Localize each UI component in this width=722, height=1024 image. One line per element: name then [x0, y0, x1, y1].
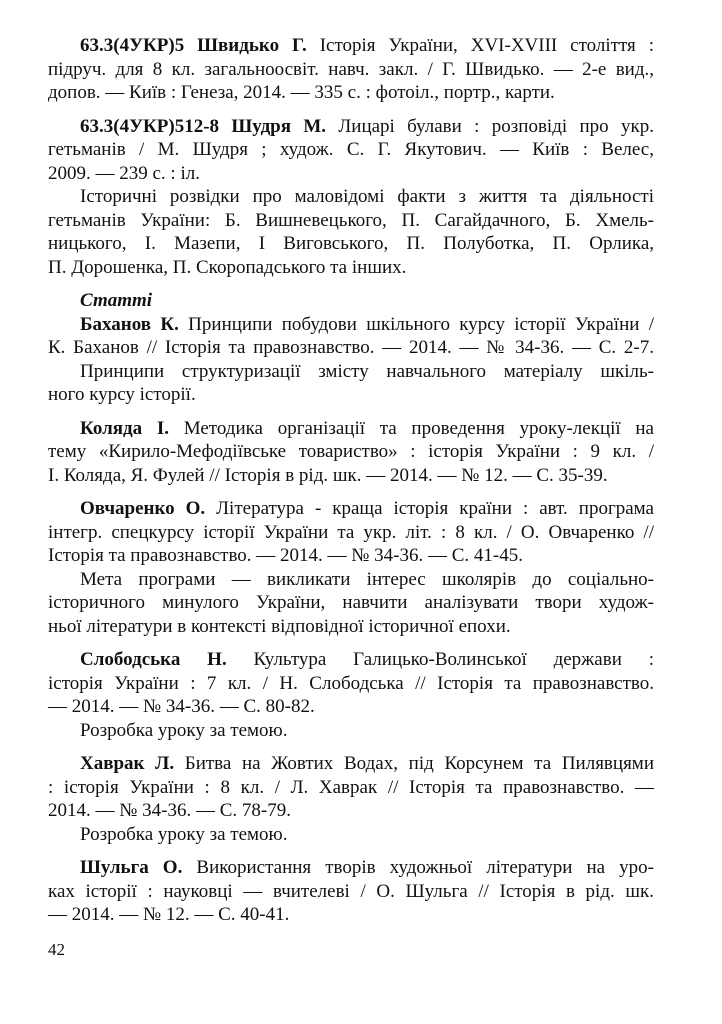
- entry-text: Культура Галицько-Волинської держави :: [226, 649, 654, 670]
- entry-line: — 2014. — № 12. — С. 40-41.: [48, 904, 290, 925]
- entry-lead: Хаврак Л.: [80, 753, 175, 774]
- annotation-line: ньої літератури в контексті відповідної історичної епохи.: [48, 615, 511, 637]
- article-entry: [48, 417, 654, 488]
- entry-text: Принципи побудови шкільного курсу історії України /: [178, 313, 654, 335]
- entry-lead: Овчаренко О.: [80, 498, 206, 519]
- entry-first-line: [48, 313, 654, 337]
- article-entry: [48, 856, 654, 927]
- entry-line: допов. — Київ : Генеза, 2014. — 335 с. : фотоіл., портр., карти.: [48, 82, 555, 103]
- book-entry: [48, 34, 654, 105]
- entry-line: підруч. для 8 кл. загальноосвіт. навч. закл. / Г. Швидько. — 2-е вид.,: [48, 58, 654, 80]
- entry-lead: 63.3(4УКР)5 Швидько Г.: [80, 35, 307, 56]
- entry-line: 2009. — 239 с. : іл.: [48, 162, 200, 184]
- article-entry: [48, 648, 654, 742]
- entry-first-line: [48, 417, 654, 441]
- entry-text: Методика організації та проведення уроку-лекції на: [168, 417, 654, 439]
- entry-lead: Шульга О.: [80, 857, 183, 878]
- entry-line: Історія та правознавство. — 2014. — № 34-36. — С. 41-45.: [48, 545, 523, 566]
- entry-first-line: [48, 752, 654, 776]
- article-entry: [48, 497, 654, 638]
- entry-line: І. Коляда, Я. Фулей // Історія в рід. шк. — 2014. — № 12. — С. 35-39.: [48, 464, 608, 486]
- annotation-line: П. Дорошенка, П. Скоропадського та інших.: [48, 256, 407, 278]
- entry-text: Лицарі булави : розповіді про укр.: [326, 115, 654, 137]
- entry-first-line: [48, 856, 654, 880]
- annotation-line: Мета програми — викликати інтерес школярів до соціально-: [80, 568, 654, 590]
- entry-text: Література - краща історія країни : авт. програма: [205, 498, 654, 519]
- annotation-line: ного курсу історії.: [48, 384, 196, 405]
- entry-lead: Коляда І.: [80, 417, 169, 439]
- annotation-line: гетьманів України: Б. Вишневецького, П. Сагайдачного, Б. Хмель-: [48, 209, 654, 231]
- article-entry: [48, 752, 654, 846]
- entry-first-line: [48, 648, 654, 672]
- book-entry: [48, 115, 654, 280]
- entry-lead: 63.3(4УКР)512-8 Шудря М.: [80, 115, 327, 137]
- annotation-line: історичного минулого України, навчити аналізувати твори худож-: [48, 592, 654, 613]
- entry-line: гетьманів / М. Шудря ; худож. С. Г. Якутович. — Київ : Велес,: [48, 139, 654, 160]
- annotation-line: Розробка уроку за темою.: [80, 719, 288, 741]
- entry-line: історія України : 7 кл. / Н. Слободська // Історія та правознавство.: [48, 672, 654, 694]
- entry-line: К. Баханов // Історія та правознавство. — 2014. — № 34-36. — С. 2-7.: [48, 337, 654, 358]
- section-title: Статті: [80, 290, 153, 311]
- annotation-line: ницького, І. Мазепи, І Виговського, П. Полуботка, П. Орлика,: [48, 233, 654, 254]
- entry-line: 2014. — № 34-36. — С. 78-79.: [48, 800, 291, 821]
- entry-first-line: [48, 497, 654, 521]
- entry-line: тему «Кирило-Мефодіївське товариство» : історія України : 9 кл. /: [48, 441, 654, 462]
- entry-text: Битва на Жовтих Водах, під Корсунем та Пилявцями: [174, 753, 655, 774]
- entry-text: Історія України, XVI-XVIII століття :: [306, 35, 654, 56]
- entry-text: Використання творів художньої літератури на уро-: [182, 857, 654, 878]
- entry-first-line: [48, 115, 654, 139]
- entry-line: ках історії : науковці — вчителеві / О. Шульга // Історія в рід. шк.: [48, 880, 654, 902]
- entry-first-line: [48, 34, 654, 58]
- annotation-line: Принципи структуризації змісту навчального матеріалу шкіль-: [80, 360, 654, 382]
- article-entry: [48, 313, 654, 407]
- bibliography-page: [48, 34, 654, 937]
- entry-lead: Баханов К.: [80, 313, 179, 335]
- entry-line: — 2014. — № 34-36. — С. 80-82.: [48, 696, 315, 717]
- entry-line: інтегр. спецкурсу історії України та укр. літ. : 8 кл. / О. Овчаренко //: [48, 521, 654, 543]
- annotation-line: Розробка уроку за темою.: [80, 823, 288, 845]
- entry-line: : історія України : 8 кл. / Л. Хаврак // Історія та правознавство. —: [48, 776, 654, 798]
- page-number: 42: [48, 940, 65, 959]
- annotation-line: Історичні розвідки про маловідомі факти з життя та діяльності: [80, 186, 654, 207]
- entry-lead: Слободська Н.: [80, 649, 227, 670]
